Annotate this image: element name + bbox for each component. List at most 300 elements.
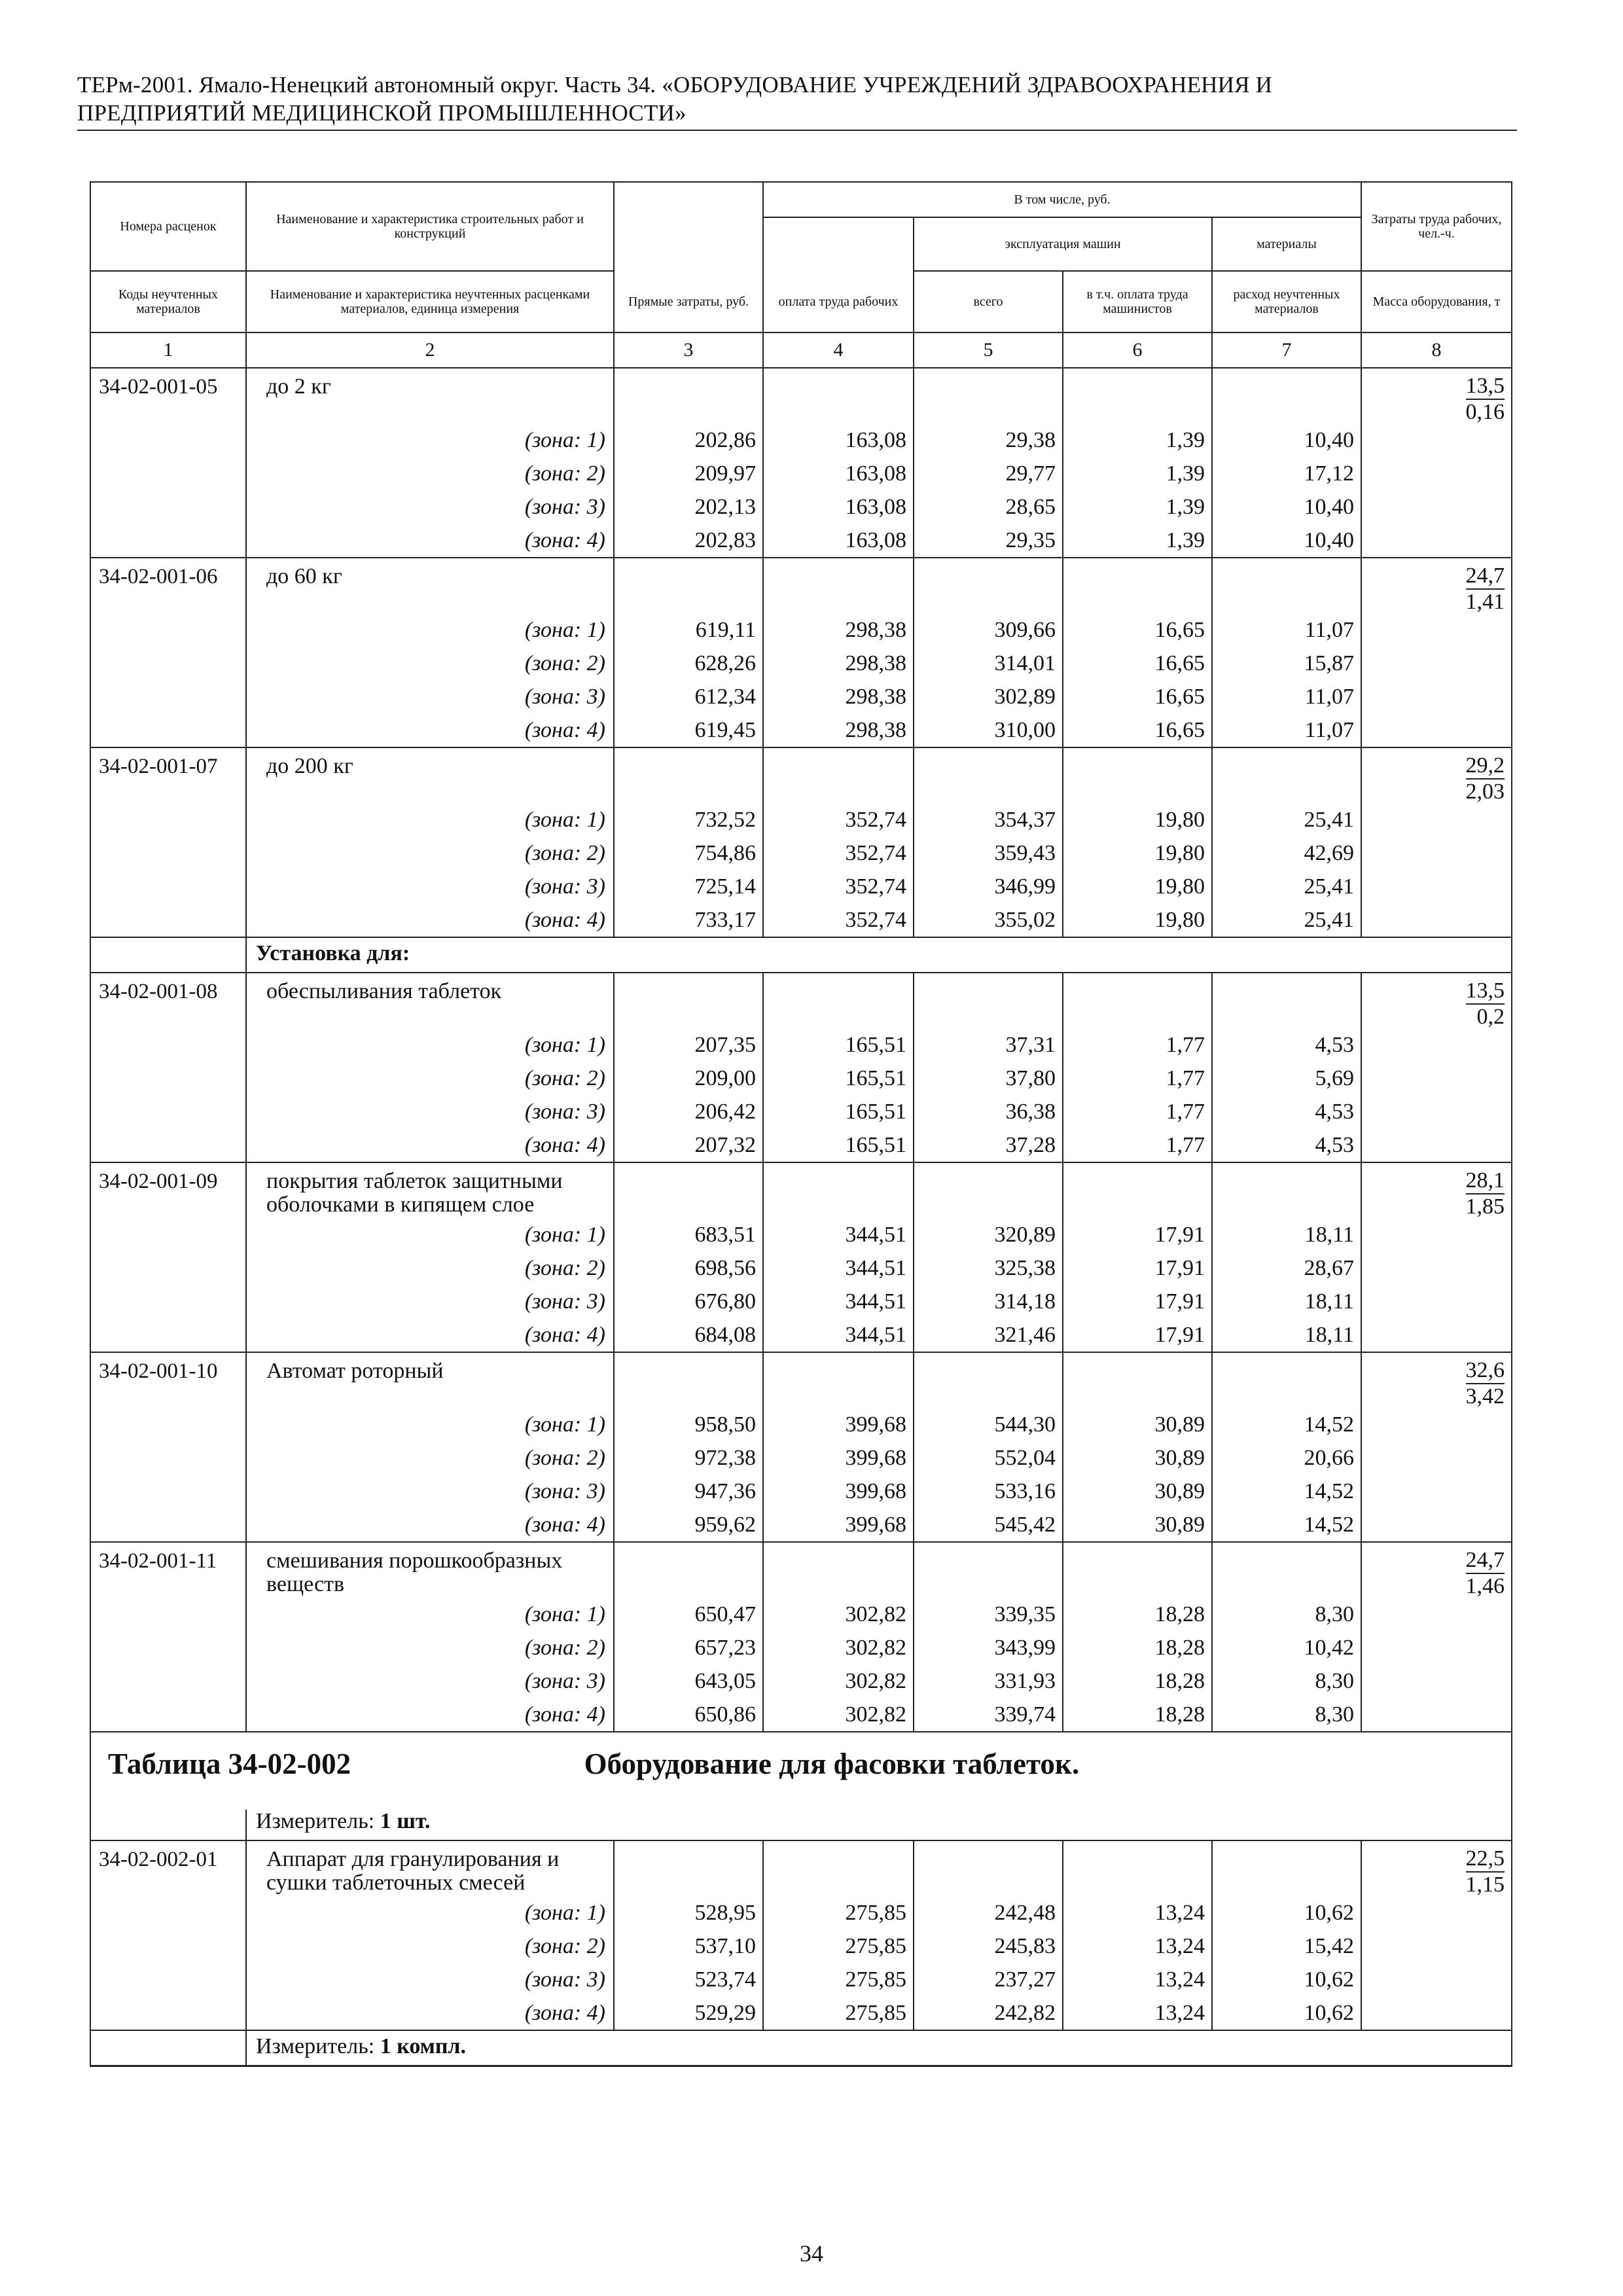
table2-label: Таблица 34-02-002: [108, 1748, 351, 1780]
zone-label: (зона: 4): [246, 1319, 614, 1352]
direct-cost: 733,17: [614, 904, 763, 937]
direct-cost: 207,35: [614, 1029, 763, 1062]
wages: 344,51: [763, 1285, 914, 1319]
machine-wages: 1,77: [1063, 1096, 1212, 1129]
machine-wages: 18,28: [1063, 1698, 1212, 1732]
zone-row: [90, 1632, 1512, 1665]
th-name: Наименование и характеристика строительных работ и конструкций: [246, 182, 614, 271]
wages: 275,85: [763, 1997, 914, 2030]
machines-total: 29,35: [914, 524, 1063, 558]
zone-label: (зона: 2): [246, 647, 614, 681]
wages: 399,68: [763, 1408, 914, 1442]
zone-label: (зона: 1): [246, 614, 614, 647]
rate-row: [90, 558, 1512, 614]
zone-label: (зона: 2): [246, 837, 614, 870]
wages: 344,51: [763, 1319, 914, 1352]
wages: 165,51: [763, 1062, 914, 1096]
direct-cost: 683,51: [614, 1219, 763, 1252]
mass-value: 0,16: [1465, 400, 1505, 424]
machine-wages: 19,80: [1063, 804, 1212, 837]
wages: 352,74: [763, 804, 914, 837]
wages: 165,51: [763, 1129, 914, 1162]
machine-wages: 18,28: [1063, 1632, 1212, 1665]
direct-cost: 676,80: [614, 1285, 763, 1319]
machine-wages: 13,24: [1063, 1997, 1212, 2030]
mass-value: 3,42: [1465, 1384, 1505, 1408]
direct-cost: 684,08: [614, 1319, 763, 1352]
labor-value: 32,6: [1466, 1359, 1505, 1384]
machine-wages: 16,65: [1063, 614, 1212, 647]
machine-wages: 1,39: [1063, 424, 1212, 457]
direct-cost: 202,13: [614, 491, 763, 524]
wages: 163,08: [763, 457, 914, 491]
rate-row: [90, 368, 1512, 424]
direct-cost: 206,42: [614, 1096, 763, 1129]
wages: 163,08: [763, 491, 914, 524]
zone-label: (зона: 3): [246, 1665, 614, 1698]
rate-title: смешивания порошкообразных веществ: [246, 1542, 614, 1598]
zone-row: [90, 870, 1512, 904]
zone-row: [90, 1442, 1512, 1475]
materials: 18,11: [1212, 1219, 1361, 1252]
machines-total: 343,99: [914, 1632, 1063, 1665]
materials: 4,53: [1212, 1129, 1361, 1162]
header-line-2: ПРЕДПРИЯТИЙ МЕДИЦИНСКОЙ ПРОМЫШЛЕННОСТИ»: [77, 100, 687, 126]
zone-row: [90, 1062, 1512, 1096]
th-total: всего: [914, 271, 1063, 332]
blank-cell: [90, 2030, 246, 2066]
materials: 18,11: [1212, 1285, 1361, 1319]
machines-total: 533,16: [914, 1475, 1063, 1509]
wages: 165,51: [763, 1029, 914, 1062]
rate-title: до 2 кг: [246, 368, 614, 424]
zone-row: [90, 1509, 1512, 1542]
wages: 298,38: [763, 714, 914, 747]
direct-cost: 628,26: [614, 647, 763, 681]
labor-value: 13,5: [1466, 980, 1505, 1005]
col-num: 6: [1063, 332, 1212, 368]
th-codes: Коды неучтенных материалов: [90, 271, 246, 332]
wages: 399,68: [763, 1442, 914, 1475]
rate-title: до 60 кг: [246, 558, 614, 614]
zone-label: (зона: 4): [246, 714, 614, 747]
labor-value: 24,7: [1466, 565, 1505, 590]
machine-wages: 18,28: [1063, 1665, 1212, 1698]
th-mass: Масса оборудования, т: [1361, 271, 1512, 332]
rate-code: 34-02-001-11: [90, 1542, 246, 1598]
zone-row: [90, 491, 1512, 524]
body-group-b: [90, 973, 1512, 1732]
zone-label: (зона: 3): [246, 491, 614, 524]
materials: 10,40: [1212, 491, 1361, 524]
direct-cost: 732,52: [614, 804, 763, 837]
direct-cost: 209,00: [614, 1062, 763, 1096]
machine-wages: 1,77: [1063, 1029, 1212, 1062]
rate-title: Аппарат для гранулирования и сушки таблеточных смесей: [246, 1840, 614, 1897]
machine-wages: 1,77: [1063, 1062, 1212, 1096]
rate-title: обеспыливания таблеток: [246, 973, 614, 1029]
machines-total: 37,31: [914, 1029, 1063, 1062]
page-number: 34: [800, 2240, 823, 2267]
rate-row: [90, 1542, 1512, 1598]
final-measure-cell: [246, 2030, 1512, 2066]
zone-label: (зона: 1): [246, 804, 614, 837]
machine-wages: 13,24: [1063, 1930, 1212, 1964]
mass-value: 1,41: [1465, 590, 1505, 614]
zone-label: (зона: 2): [246, 1062, 614, 1096]
labor-mass: [1361, 558, 1512, 614]
labor-mass: [1361, 973, 1512, 1029]
machine-wages: 1,77: [1063, 1129, 1212, 1162]
machine-wages: 30,89: [1063, 1442, 1212, 1475]
wages: 302,82: [763, 1698, 914, 1732]
wages: 399,68: [763, 1509, 914, 1542]
machines-total: 339,35: [914, 1598, 1063, 1632]
materials: 10,62: [1212, 1997, 1361, 2030]
zone-label: (зона: 3): [246, 1475, 614, 1509]
rate-row: [90, 973, 1512, 1029]
direct-cost: 643,05: [614, 1665, 763, 1698]
materials: 4,53: [1212, 1096, 1361, 1129]
machines-total: 37,28: [914, 1129, 1063, 1162]
col-num: 7: [1212, 332, 1361, 368]
machine-wages: 1,39: [1063, 457, 1212, 491]
materials: 8,30: [1212, 1598, 1361, 1632]
machine-wages: 19,80: [1063, 870, 1212, 904]
col-num: 2: [246, 332, 614, 368]
machine-wages: 16,65: [1063, 714, 1212, 747]
zone-label: (зона: 3): [246, 870, 614, 904]
machine-wages: 1,39: [1063, 491, 1212, 524]
wages: 352,74: [763, 870, 914, 904]
zone-row: [90, 1665, 1512, 1698]
materials: 18,11: [1212, 1319, 1361, 1352]
direct-cost: 209,97: [614, 457, 763, 491]
materials: 14,52: [1212, 1408, 1361, 1442]
th-including: В том числе, руб.: [763, 182, 1361, 217]
wages: 165,51: [763, 1096, 914, 1129]
machines-total: 242,82: [914, 1997, 1063, 2030]
direct-cost: 657,23: [614, 1632, 763, 1665]
zone-row: [90, 1285, 1512, 1319]
direct-cost: 202,83: [614, 524, 763, 558]
wages: 298,38: [763, 681, 914, 714]
direct-cost: 958,50: [614, 1408, 763, 1442]
column-numbers: [90, 332, 1512, 368]
rate-code: 34-02-001-05: [90, 368, 246, 424]
wages: 302,82: [763, 1598, 914, 1632]
rate-row: [90, 1352, 1512, 1408]
zone-row: [90, 1964, 1512, 1997]
mass-value: 1,46: [1465, 1574, 1505, 1598]
zone-label: (зона: 4): [246, 1509, 614, 1542]
rate-code: 34-02-001-07: [90, 747, 246, 804]
direct-cost: 725,14: [614, 870, 763, 904]
mass-value: 2,03: [1465, 780, 1505, 804]
machines-total: 245,83: [914, 1930, 1063, 1964]
machines-total: 545,42: [914, 1509, 1063, 1542]
machine-wages: 30,89: [1063, 1475, 1212, 1509]
machine-wages: 17,91: [1063, 1285, 1212, 1319]
measure-unit: 1 шт.: [380, 1809, 431, 1833]
materials: 20,66: [1212, 1442, 1361, 1475]
labor-mass: [1361, 1352, 1512, 1408]
direct-cost: 619,11: [614, 614, 763, 647]
materials: 25,41: [1212, 804, 1361, 837]
direct-cost: 972,38: [614, 1442, 763, 1475]
materials: 10,62: [1212, 1964, 1361, 1997]
machines-total: 28,65: [914, 491, 1063, 524]
direct-cost: 698,56: [614, 1252, 763, 1285]
direct-cost: 650,86: [614, 1698, 763, 1732]
zone-label: (зона: 1): [246, 1897, 614, 1930]
zone-row: [90, 1408, 1512, 1442]
zone-row: [90, 457, 1512, 491]
zone-row: [90, 647, 1512, 681]
mass-value: 0,2: [1476, 1005, 1505, 1029]
direct-cost: 537,10: [614, 1930, 763, 1964]
machines-total: 359,43: [914, 837, 1063, 870]
zone-row: [90, 681, 1512, 714]
col-num: 8: [1361, 332, 1512, 368]
zone-row: [90, 1897, 1512, 1930]
machine-wages: 16,65: [1063, 681, 1212, 714]
zone-label: (зона: 1): [246, 1598, 614, 1632]
zone-label: (зона: 4): [246, 1997, 614, 2030]
machine-wages: 30,89: [1063, 1408, 1212, 1442]
rate-code: 34-02-001-06: [90, 558, 246, 614]
table2-title: Оборудование для фасовки таблеток.: [584, 1748, 1080, 1780]
body-group-c: [90, 1840, 1512, 2030]
zone-label: (зона: 1): [246, 1029, 614, 1062]
direct-cost: 528,95: [614, 1897, 763, 1930]
zone-label: (зона: 2): [246, 1930, 614, 1964]
zone-row: [90, 1475, 1512, 1509]
machine-wages: 1,39: [1063, 524, 1212, 558]
zone-label: (зона: 4): [246, 904, 614, 937]
machines-total: 355,02: [914, 904, 1063, 937]
zone-row: [90, 524, 1512, 558]
direct-cost: 612,34: [614, 681, 763, 714]
rate-code: 34-02-001-10: [90, 1352, 246, 1408]
rate-title: Автомат роторный: [246, 1352, 614, 1408]
machines-total: 552,04: [914, 1442, 1063, 1475]
direct-cost: 523,74: [614, 1964, 763, 1997]
rate-title: до 200 кг: [246, 747, 614, 804]
measure-prefix: Измеритель:: [256, 2034, 380, 2058]
wages: 302,82: [763, 1665, 914, 1698]
materials: 10,40: [1212, 424, 1361, 457]
labor-mass: [1361, 1840, 1512, 1897]
zone-row: [90, 614, 1512, 647]
machines-total: 310,00: [914, 714, 1063, 747]
zone-label: (зона: 3): [246, 1964, 614, 1997]
zone-row: [90, 1319, 1512, 1352]
rate-code: 34-02-002-01: [90, 1840, 246, 1897]
header-rule: [77, 130, 1517, 131]
zone-label: (зона: 4): [246, 1129, 614, 1162]
table2-heading: [90, 1732, 1512, 1840]
direct-cost: 529,29: [614, 1997, 763, 2030]
labor-mass: [1361, 1162, 1512, 1219]
zone-row: [90, 1598, 1512, 1632]
materials: 11,07: [1212, 681, 1361, 714]
direct-cost: 619,45: [614, 714, 763, 747]
zone-row: [90, 424, 1512, 457]
zone-row: [90, 1219, 1512, 1252]
labor-value: 24,7: [1466, 1549, 1505, 1574]
materials: 28,67: [1212, 1252, 1361, 1285]
th-blank: [614, 182, 763, 271]
zone-label: (зона: 2): [246, 1252, 614, 1285]
zone-row: [90, 904, 1512, 937]
machine-wages: 17,91: [1063, 1319, 1212, 1352]
machine-wages: 13,24: [1063, 1964, 1212, 1997]
measure-unit: 1 компл.: [380, 2034, 467, 2058]
labor-value: 28,1: [1466, 1170, 1505, 1194]
th-labor: Затраты труда рабочих, чел.-ч.: [1361, 182, 1512, 271]
labor-value: 29,2: [1466, 755, 1505, 780]
machines-total: 36,38: [914, 1096, 1063, 1129]
wages: 298,38: [763, 614, 914, 647]
zone-row: [90, 1997, 1512, 2030]
th-machines: эксплуатация машин: [914, 217, 1212, 271]
machines-total: 321,46: [914, 1319, 1063, 1352]
zone-label: (зона: 3): [246, 681, 614, 714]
zone-row: [90, 1698, 1512, 1732]
zone-row: [90, 714, 1512, 747]
materials: 25,41: [1212, 870, 1361, 904]
materials: 17,12: [1212, 457, 1361, 491]
wages: 275,85: [763, 1964, 914, 1997]
th-materials: материалы: [1212, 217, 1361, 271]
col-num: 3: [614, 332, 763, 368]
rate-code: 34-02-001-09: [90, 1162, 246, 1219]
machines-total: 29,38: [914, 424, 1063, 457]
machine-wages: 19,80: [1063, 904, 1212, 937]
section-title: Установка для:: [246, 937, 1512, 973]
wages: 163,08: [763, 424, 914, 457]
machines-total: 309,66: [914, 614, 1063, 647]
materials: 4,53: [1212, 1029, 1361, 1062]
wages: 352,74: [763, 904, 914, 937]
machines-total: 314,01: [914, 647, 1063, 681]
zone-label: (зона: 3): [246, 1285, 614, 1319]
rate-row: [90, 747, 1512, 804]
machines-total: 314,18: [914, 1285, 1063, 1319]
direct-cost: 202,86: [614, 424, 763, 457]
machine-wages: 18,28: [1063, 1598, 1212, 1632]
machines-total: 346,99: [914, 870, 1063, 904]
th-name-unaccounted: Наименование и характеристика неучтенных расценками материалов, единица измерения: [246, 271, 614, 332]
zone-row: [90, 804, 1512, 837]
th-incl-wages: в т.ч. оплата труда машинистов: [1063, 271, 1212, 332]
machines-total: 325,38: [914, 1252, 1063, 1285]
materials: 14,52: [1212, 1475, 1361, 1509]
machine-wages: 17,91: [1063, 1219, 1212, 1252]
materials: 15,87: [1212, 647, 1361, 681]
direct-cost: 947,36: [614, 1475, 763, 1509]
machines-total: 331,93: [914, 1665, 1063, 1698]
zone-label: (зона: 2): [246, 1442, 614, 1475]
materials: 15,42: [1212, 1930, 1361, 1964]
zone-label: (зона: 4): [246, 1698, 614, 1732]
machine-wages: 17,91: [1063, 1252, 1212, 1285]
machine-wages: 16,65: [1063, 647, 1212, 681]
machine-wages: 19,80: [1063, 837, 1212, 870]
table-header: [90, 182, 1512, 368]
th-rate-numbers: Номера расценок: [90, 182, 246, 271]
final-measure: [90, 2030, 1512, 2066]
section-install: [90, 937, 1512, 973]
th-consumption: расход неучтенных материалов: [1212, 271, 1361, 332]
rate-title: покрытия таблеток защитными оболочками в кипящем слое: [246, 1162, 614, 1219]
labor-value: 22,5: [1466, 1848, 1505, 1873]
wages: 298,38: [763, 647, 914, 681]
wages: 275,85: [763, 1897, 914, 1930]
machines-total: 320,89: [914, 1219, 1063, 1252]
blank-cell: [90, 937, 246, 973]
rates-table: [90, 181, 1512, 2067]
machines-total: 242,48: [914, 1897, 1063, 1930]
measure-prefix: Измеритель:: [256, 1809, 380, 1833]
rate-row: [90, 1840, 1512, 1897]
header-line-1: ТЕРм-2001. Ямало-Ненецкий автономный округ. Часть 34. «ОБОРУДОВАНИЕ УЧРЕЖДЕНИЙ ЗДРАВООХРАНЕНИЯ И: [77, 72, 1273, 98]
machines-total: 302,89: [914, 681, 1063, 714]
table2-measure: [246, 1810, 1512, 1840]
wages: 344,51: [763, 1252, 914, 1285]
zone-row: [90, 1096, 1512, 1129]
materials: 10,62: [1212, 1897, 1361, 1930]
labor-mass: [1361, 747, 1512, 804]
col-num: 4: [763, 332, 914, 368]
th-wages-top: [763, 217, 914, 271]
wages: 352,74: [763, 837, 914, 870]
materials: 11,07: [1212, 614, 1361, 647]
zone-row: [90, 1252, 1512, 1285]
materials: 11,07: [1212, 714, 1361, 747]
wages: 399,68: [763, 1475, 914, 1509]
direct-cost: 959,62: [614, 1509, 763, 1542]
machines-total: 237,27: [914, 1964, 1063, 1997]
wages: 275,85: [763, 1930, 914, 1964]
col-num: 1: [90, 332, 246, 368]
machines-total: 354,37: [914, 804, 1063, 837]
materials: 10,40: [1212, 524, 1361, 558]
labor-mass: [1361, 1542, 1512, 1598]
wages: 302,82: [763, 1632, 914, 1665]
zone-label: (зона: 1): [246, 1219, 614, 1252]
zone-row: [90, 837, 1512, 870]
zone-label: (зона: 2): [246, 457, 614, 491]
materials: 5,69: [1212, 1062, 1361, 1096]
materials: 10,42: [1212, 1632, 1361, 1665]
zone-label: (зона: 1): [246, 424, 614, 457]
rate-code: 34-02-001-08: [90, 973, 246, 1029]
zone-row: [90, 1930, 1512, 1964]
machines-total: 37,80: [914, 1062, 1063, 1096]
materials: 8,30: [1212, 1665, 1361, 1698]
materials: 8,30: [1212, 1698, 1361, 1732]
labor-value: 13,5: [1466, 375, 1505, 400]
mass-value: 1,85: [1465, 1194, 1505, 1219]
th-wages: оплата труда рабочих: [763, 271, 914, 332]
body-group-a: [90, 368, 1512, 937]
machines-total: 29,77: [914, 457, 1063, 491]
machine-wages: 13,24: [1063, 1897, 1212, 1930]
wages: 344,51: [763, 1219, 914, 1252]
zone-label: (зона: 4): [246, 524, 614, 558]
